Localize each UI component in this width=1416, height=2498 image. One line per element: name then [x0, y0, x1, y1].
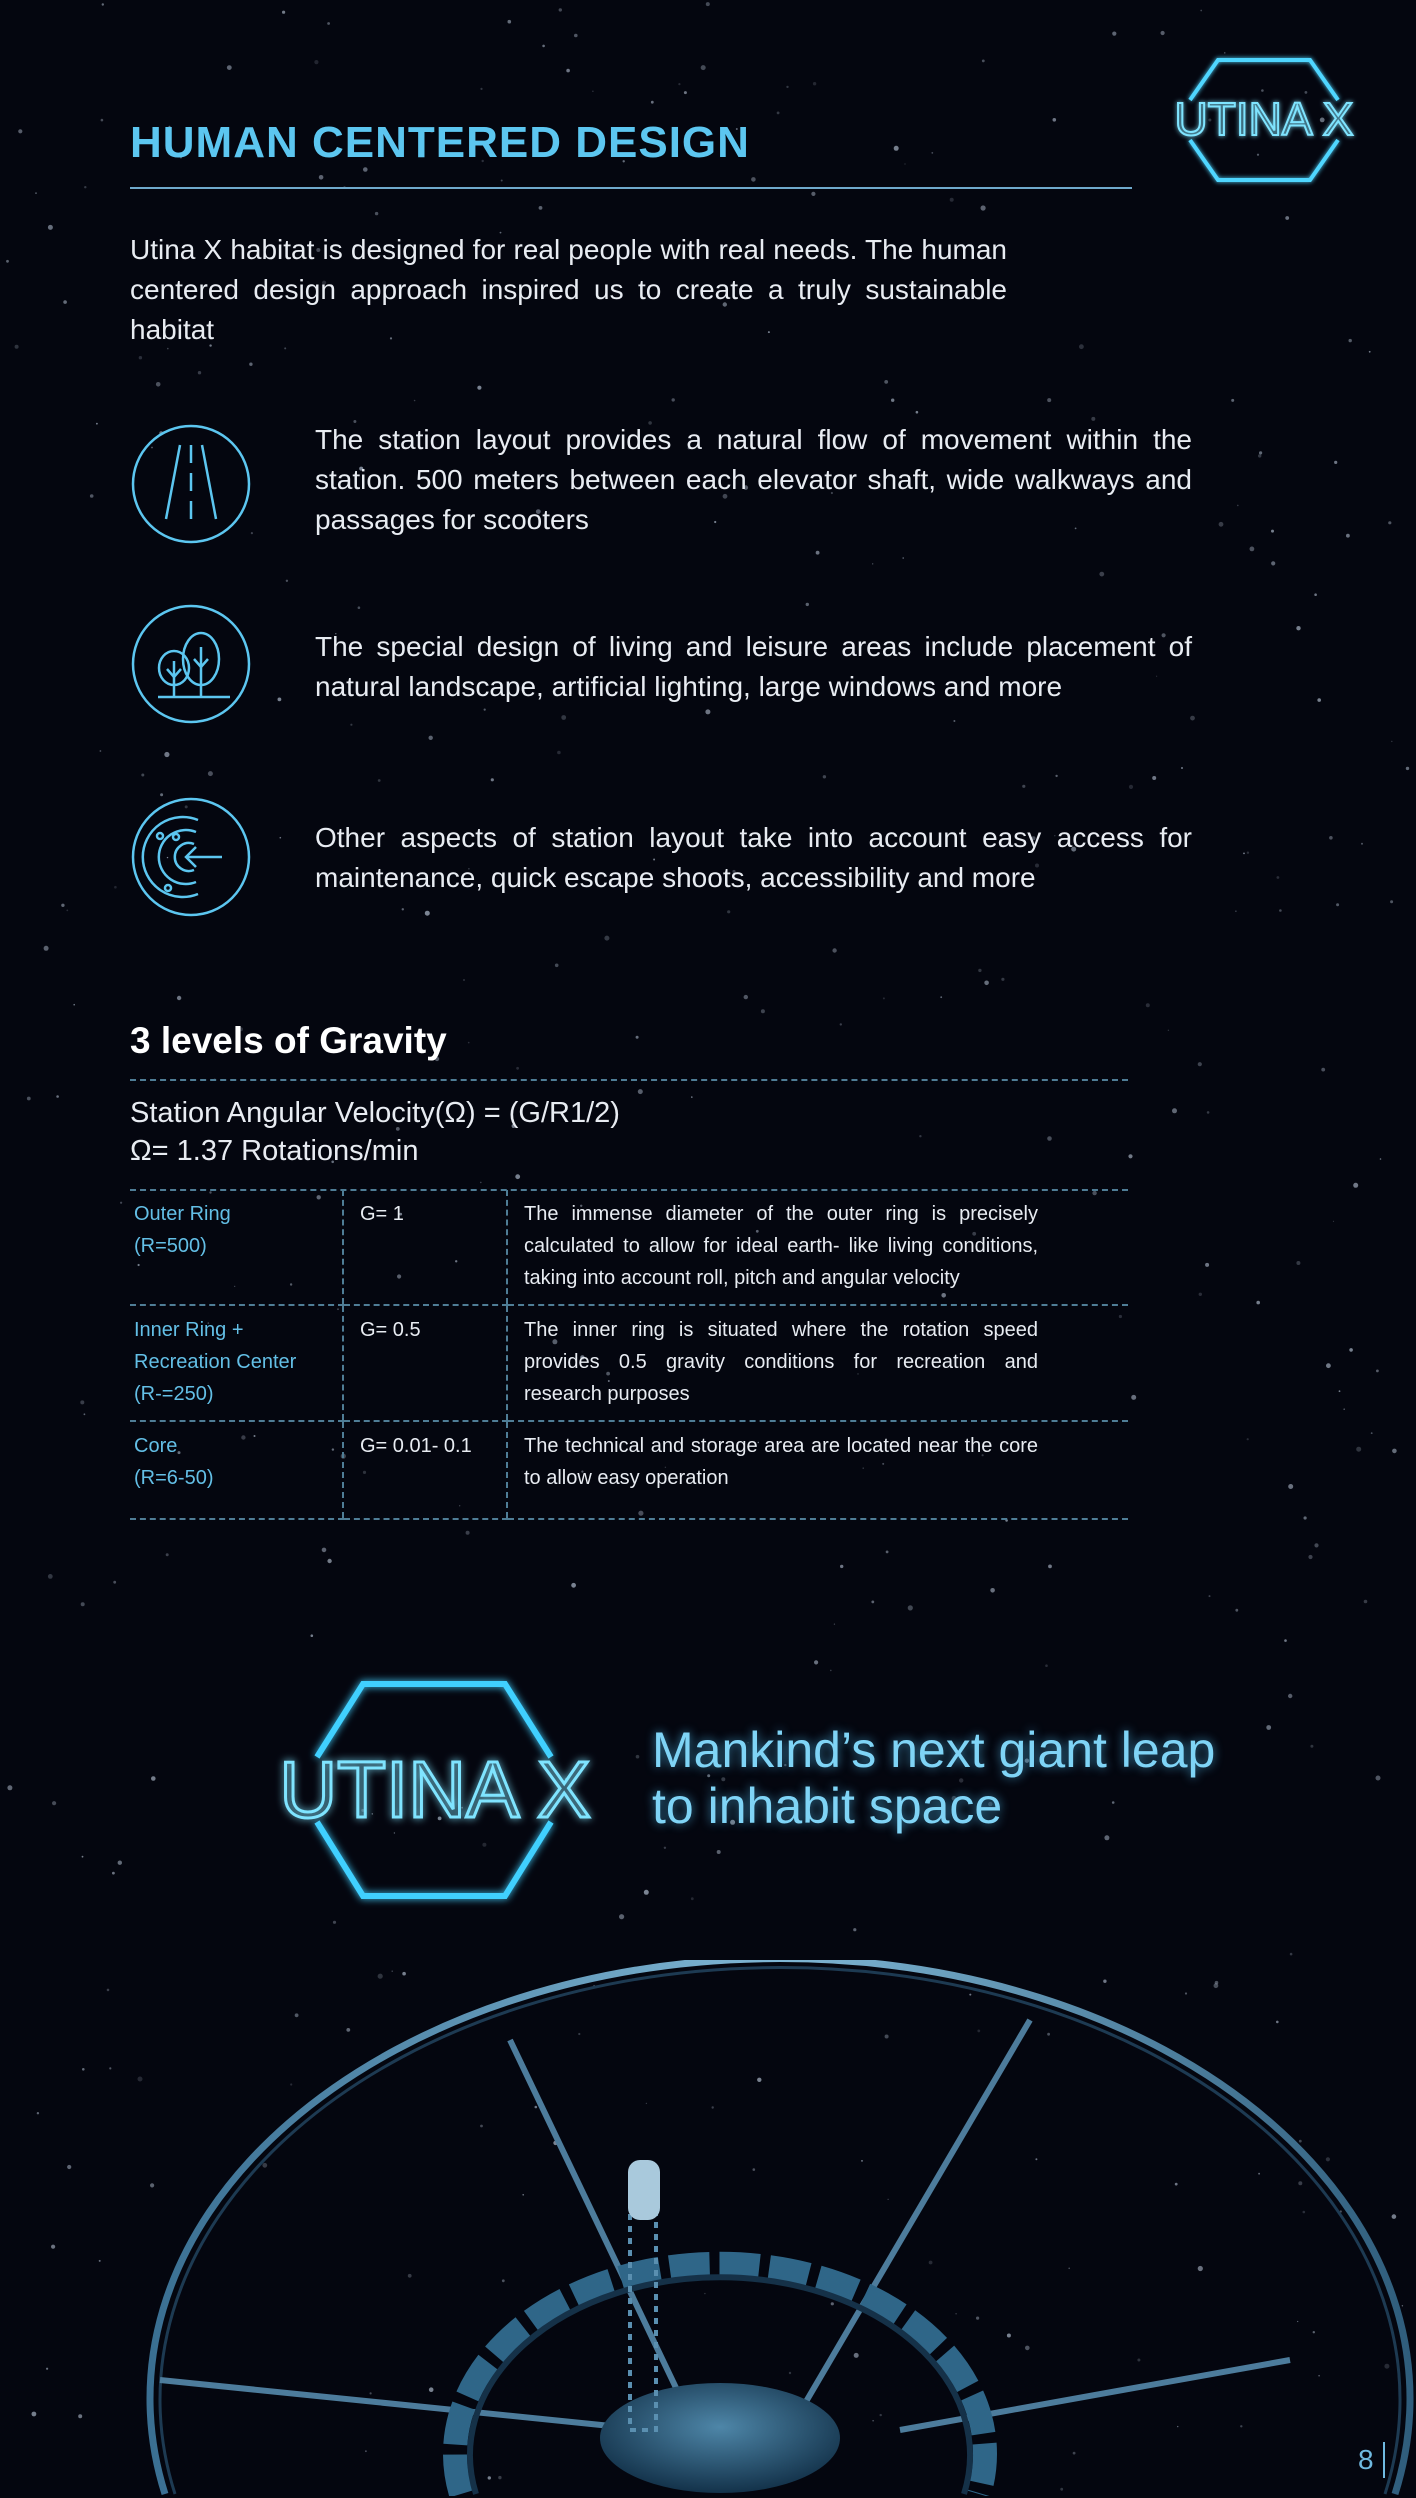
star	[566, 69, 570, 73]
star	[378, 779, 381, 782]
star	[491, 778, 494, 781]
table-row	[130, 1190, 1128, 1305]
star	[1391, 741, 1392, 742]
star	[81, 1602, 85, 1606]
star	[1047, 398, 1051, 402]
star	[1271, 530, 1274, 533]
star	[480, 88, 482, 90]
star	[1190, 716, 1195, 721]
title-divider	[130, 187, 1132, 189]
star	[114, 886, 117, 889]
star	[311, 1634, 314, 1637]
star	[978, 969, 981, 972]
star	[463, 979, 464, 980]
star	[35, 192, 37, 194]
star	[872, 563, 873, 564]
star	[1296, 626, 1300, 630]
star	[1296, 1261, 1300, 1265]
feature-text-living: The special design of living and leisure areas include placement of natural landscape, artificial lighting, large windows and more	[315, 631, 1192, 702]
star	[1104, 1835, 1109, 1840]
table-row	[130, 1421, 1128, 1519]
star	[322, 1548, 327, 1553]
star	[327, 1559, 331, 1563]
star	[1172, 1108, 1177, 1113]
star	[705, 709, 710, 714]
trees-icon	[130, 603, 252, 725]
star	[1146, 1003, 1150, 1007]
star	[1288, 1694, 1292, 1698]
star	[1314, 593, 1317, 596]
star	[1321, 1068, 1325, 1072]
star	[853, 1928, 856, 1931]
star	[984, 981, 989, 986]
star	[542, 45, 545, 48]
star	[1349, 1348, 1353, 1352]
star	[919, 1135, 921, 1137]
star	[177, 996, 181, 1000]
intro-paragraph: Utina X habitat is designed for real people with real needs. The human centered design approach inspired us to create a truly sustainable habitat	[130, 234, 1007, 345]
star	[1045, 1664, 1048, 1667]
star	[1369, 351, 1371, 353]
star	[1339, 1390, 1341, 1392]
star	[375, 212, 378, 215]
star	[664, 1847, 666, 1849]
star	[816, 551, 820, 555]
road-icon	[130, 423, 252, 545]
star	[1128, 1154, 1132, 1158]
core-hub	[600, 2383, 840, 2493]
star	[1199, 1293, 1202, 1296]
star	[1099, 572, 1104, 577]
star	[414, 400, 416, 402]
star	[333, 1921, 336, 1924]
star	[1353, 1183, 1358, 1188]
star	[48, 1574, 53, 1579]
star	[501, 180, 503, 182]
star	[916, 411, 919, 414]
star	[891, 399, 894, 402]
star	[118, 1861, 122, 1865]
star	[1329, 836, 1333, 840]
ring-radius: (R=500)	[134, 1235, 207, 1257]
star	[82, 1856, 84, 1858]
ring-name: Outer Ring	[134, 1203, 231, 1225]
ring-radius: (R=6-50)	[134, 1467, 214, 1489]
star	[286, 580, 288, 582]
star	[751, 177, 756, 182]
star	[1406, 767, 1409, 770]
star	[477, 386, 481, 390]
star	[402, 908, 404, 910]
star	[1317, 698, 1321, 702]
star	[1371, 1432, 1373, 1434]
star	[425, 911, 430, 916]
star	[1243, 853, 1245, 855]
star	[249, 363, 252, 366]
star	[701, 65, 706, 70]
tagline-line-1: Mankind’s next giant leap	[652, 1722, 1216, 1778]
star	[1001, 978, 1004, 981]
star	[1361, 843, 1363, 845]
star	[830, 1670, 832, 1672]
gravity-value: G= 0.01- 0.1	[343, 1421, 507, 1519]
star	[672, 398, 675, 401]
star	[90, 494, 94, 498]
star	[1247, 852, 1249, 854]
star	[1168, 1030, 1169, 1031]
star	[1259, 451, 1262, 454]
star	[814, 1660, 818, 1664]
star	[84, 186, 86, 188]
angular-velocity-value: Ω= 1.37 Rotations/min	[130, 1135, 419, 1167]
tagline	[652, 1722, 1215, 1834]
star	[1079, 344, 1084, 349]
star	[982, 60, 985, 63]
logo-text: UTINA X	[1174, 93, 1354, 145]
star	[1304, 1516, 1307, 1519]
star	[811, 192, 815, 196]
star	[823, 775, 826, 778]
star	[1266, 1725, 1271, 1730]
star	[557, 751, 561, 755]
star	[280, 837, 282, 839]
star	[52, 1801, 56, 1805]
star	[1279, 909, 1282, 912]
star	[902, 557, 904, 559]
utina-x-logo	[1160, 52, 1370, 187]
star	[1235, 1609, 1238, 1612]
star	[1198, 1062, 1202, 1066]
star	[314, 60, 318, 64]
star	[908, 1605, 913, 1610]
star	[1343, 1408, 1345, 1410]
star	[1308, 1555, 1312, 1559]
star	[1271, 561, 1275, 565]
ring-description: The inner ring is situated where the rotation speed provides 0.5 gravity conditions for recreation and research purposes	[507, 1305, 1128, 1421]
star	[61, 904, 64, 907]
star	[1314, 1543, 1318, 1547]
star	[539, 206, 543, 210]
star	[101, 119, 104, 122]
star	[1231, 399, 1234, 402]
star	[358, 606, 361, 609]
star	[66, 910, 68, 912]
star	[480, 1182, 482, 1184]
star	[1053, 118, 1057, 122]
star	[319, 175, 324, 180]
star	[120, 1202, 122, 1204]
elevator-module	[628, 2160, 660, 2220]
ring-name: Core	[134, 1435, 178, 1457]
star	[1364, 1600, 1368, 1604]
star	[1326, 1363, 1331, 1368]
gravity-divider	[130, 1079, 1128, 1081]
space-station-illustration	[0, 1960, 1416, 2496]
star	[1356, 1447, 1361, 1452]
star	[1334, 461, 1337, 464]
escape-arrow-icon	[130, 796, 252, 918]
star	[1209, 1595, 1211, 1597]
star	[706, 2, 710, 6]
star	[508, 20, 512, 24]
star	[151, 1776, 156, 1781]
star	[1112, 31, 1116, 35]
star	[1200, 10, 1202, 12]
star	[761, 1009, 765, 1013]
star	[1376, 1776, 1381, 1781]
star	[516, 1067, 519, 1070]
ring-name: Inner Ring + Recreation Center	[134, 1319, 297, 1373]
gravity-table	[130, 1190, 1128, 1520]
gravity-heading: 3 levels of Gravity	[130, 1020, 447, 1061]
star	[832, 948, 836, 952]
ring-radius: (R-=250)	[134, 1383, 214, 1405]
star	[1284, 1639, 1287, 1642]
star	[1310, 1745, 1313, 1748]
star	[484, 709, 486, 711]
tagline-line-2: to inhabit space	[652, 1778, 1003, 1834]
gravity-value: G= 1	[343, 1190, 507, 1305]
star	[7, 1785, 12, 1790]
star	[278, 698, 282, 702]
star	[1161, 31, 1165, 35]
star	[1258, 454, 1261, 457]
star	[786, 86, 788, 88]
star	[156, 382, 161, 387]
star	[981, 205, 986, 210]
star	[1247, 1438, 1249, 1440]
star	[18, 129, 22, 133]
star	[651, 101, 654, 104]
star	[1346, 534, 1350, 538]
star	[141, 774, 144, 777]
star	[1333, 1221, 1334, 1222]
star	[80, 1400, 84, 1404]
star	[1256, 1301, 1260, 1305]
star	[227, 65, 232, 70]
utina-x-banner-logo	[265, 1672, 610, 1912]
star	[813, 82, 816, 85]
star	[466, 1531, 470, 1535]
star	[1392, 1449, 1397, 1454]
star	[871, 1601, 874, 1604]
star	[63, 300, 67, 304]
star	[883, 997, 885, 999]
gravity-value: G= 0.5	[343, 1305, 507, 1421]
star	[1388, 521, 1391, 524]
star	[1277, 876, 1280, 879]
star	[198, 371, 201, 374]
star	[1219, 522, 1224, 527]
star	[56, 1095, 59, 1098]
star	[1390, 900, 1393, 903]
star	[777, 112, 780, 115]
star	[1207, 1111, 1210, 1114]
star	[1129, 785, 1133, 789]
page-number-bar	[1383, 2442, 1385, 2478]
star	[990, 1588, 995, 1593]
star	[1055, 775, 1057, 777]
star	[282, 11, 285, 14]
star	[931, 152, 933, 154]
star	[561, 715, 566, 720]
star	[559, 8, 562, 11]
star	[840, 1023, 842, 1025]
star	[515, 1174, 520, 1179]
star	[834, 1624, 835, 1625]
star	[840, 1565, 843, 1568]
star	[164, 752, 169, 757]
star	[884, 380, 888, 384]
table-row	[130, 1305, 1128, 1421]
star	[1022, 785, 1025, 788]
star	[27, 1097, 31, 1101]
star	[717, 1850, 721, 1854]
star	[1376, 1370, 1379, 1373]
star	[166, 1553, 169, 1556]
star	[1290, 1953, 1293, 1956]
star	[1349, 339, 1352, 342]
star	[619, 1914, 624, 1919]
ring-description: The technical and storage area are located near the core to allow easy operation	[507, 1421, 1128, 1519]
page-title: HUMAN CENTERED DESIGN	[130, 118, 750, 167]
star	[1285, 216, 1289, 220]
star	[886, 1551, 889, 1554]
star	[350, 724, 352, 726]
star	[100, 750, 102, 752]
star	[1380, 1158, 1382, 1160]
star	[1152, 776, 1156, 780]
star	[96, 423, 98, 425]
star	[604, 936, 609, 941]
star	[44, 946, 49, 951]
star	[806, 603, 809, 606]
star	[6, 260, 9, 263]
star	[638, 1089, 643, 1094]
star	[555, 964, 559, 968]
star	[691, 1897, 694, 1900]
star	[1288, 1484, 1293, 1489]
angular-velocity-formula: Station Angular Velocity(Ω) = (G/R1/2)	[130, 1097, 620, 1129]
star	[468, 1042, 470, 1044]
star	[15, 345, 19, 349]
star	[102, 3, 104, 5]
star	[644, 1890, 649, 1895]
star	[592, 91, 593, 92]
star	[48, 225, 53, 230]
banner-logo-text: UTINA X	[279, 1745, 591, 1834]
feature-text-maintenance: Other aspects of station layout take into account easy access for maintenance, quick escape shoots, accessibility and more	[315, 822, 1192, 893]
star	[940, 996, 942, 998]
star	[636, 1755, 640, 1759]
star	[113, 1581, 116, 1584]
feature-text-movement: The station layout provides a natural flow of movement within the station. 500 meters between each elevator shaft, wide walkways and passages for scooters	[315, 424, 1192, 535]
star	[1237, 505, 1239, 507]
star	[73, 1004, 75, 1006]
star	[894, 146, 899, 151]
page-number: 8	[1358, 2444, 1374, 2475]
star	[1131, 1395, 1136, 1400]
star	[571, 1583, 576, 1588]
star	[1181, 767, 1183, 769]
star	[691, 1096, 693, 1098]
star	[1048, 1565, 1052, 1569]
star	[112, 1872, 115, 1875]
star	[636, 1036, 639, 1039]
star	[953, 720, 955, 722]
star	[208, 771, 213, 776]
star	[684, 91, 687, 94]
star	[84, 1413, 86, 1415]
star	[139, 356, 142, 359]
star	[678, 83, 680, 85]
star	[574, 34, 578, 38]
star	[1235, 911, 1236, 912]
star	[950, 198, 954, 202]
star	[327, 22, 330, 25]
ring-description: The immense diameter of the outer ring is precisely calculated to allow for ideal earth- like living conditions, taking into account roll, pitch and angular velocity	[507, 1190, 1128, 1305]
star	[1250, 547, 1255, 552]
star	[429, 736, 433, 740]
star	[904, 163, 905, 164]
star	[1205, 1263, 1209, 1267]
star	[1047, 1136, 1052, 1141]
star	[727, 910, 730, 913]
star	[1336, 903, 1339, 906]
star	[744, 995, 748, 999]
